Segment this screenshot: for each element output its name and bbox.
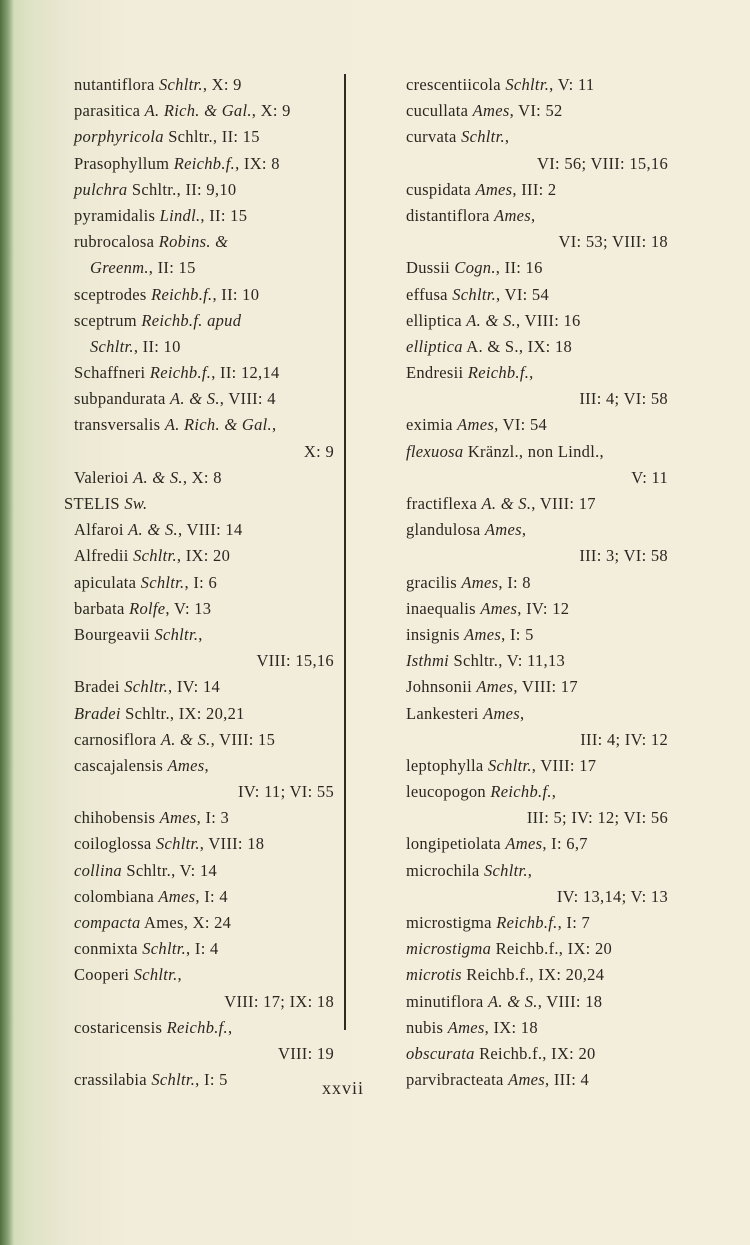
entry-authority: Ames <box>457 415 495 435</box>
entry-authority: Isthmi <box>406 651 450 671</box>
index-entry <box>396 701 668 727</box>
index-entry <box>64 334 334 360</box>
index-entry <box>396 543 668 569</box>
entry-reference: , VIII: 18 <box>537 991 603 1011</box>
entry-name: VI: 53; VIII: 18 <box>558 232 668 252</box>
entry-name: Bradei <box>74 677 125 697</box>
entry-name: Johnsonii <box>406 677 477 697</box>
entry-authority: A. & S. <box>170 389 220 409</box>
entry-reference: , VIII: 16 <box>516 310 581 330</box>
index-entry <box>396 622 668 648</box>
entry-reference: , IX: 20 <box>176 546 231 566</box>
entry-reference: , VIII: 17 <box>531 494 596 513</box>
index-entry <box>64 491 334 517</box>
index-entry <box>396 1067 668 1093</box>
column-divider <box>344 74 346 1030</box>
index-entry <box>396 386 668 412</box>
entry-name: distantiflora <box>406 205 495 225</box>
index-entry <box>396 1041 668 1067</box>
index-entry <box>64 124 334 150</box>
entry-name: Bourgeavii <box>74 624 155 644</box>
entry-authority: A. & S. <box>481 494 532 513</box>
entry-name: III: 4; IV: 12 <box>580 729 668 749</box>
index-entry <box>64 1041 334 1067</box>
index-entry <box>396 360 668 386</box>
index-entry <box>396 753 668 779</box>
entry-reference: , I: 6 <box>184 572 217 592</box>
entry-authority: A. Rich. & Gal. <box>144 101 252 121</box>
entry-authority: porphyricola <box>74 127 164 147</box>
entry-authority: Ames <box>484 520 522 540</box>
entry-reference: , I: 6,7 <box>542 834 588 854</box>
entry-name: inaequalis <box>406 598 481 618</box>
entry-name: transversalis <box>74 415 165 435</box>
entry-authority: Ames <box>472 101 510 121</box>
entry-reference: , II: 15 <box>200 205 248 225</box>
entry-name: nutantiflora <box>74 75 159 94</box>
entry-name: chihobensis <box>74 808 160 828</box>
entry-reference: , VIII: 14 <box>177 520 243 540</box>
entry-reference: , IV: 14 <box>168 677 221 697</box>
index-entry <box>396 439 668 465</box>
entry-name: VIII: 15,16 <box>256 651 334 671</box>
index-entry <box>396 177 668 203</box>
index-entry <box>64 543 334 569</box>
entry-reference: Reichb.f., IX: 20 <box>474 1043 596 1063</box>
index-entry <box>64 727 334 753</box>
entry-reference: , IX: 8 <box>235 153 280 173</box>
index-entry <box>64 596 334 622</box>
entry-reference: , <box>551 782 557 802</box>
entry-name: VIII: 19 <box>277 1043 334 1063</box>
entry-authority: A. & S. <box>466 310 517 330</box>
entry-reference: Kränzl., non Lindl., <box>463 441 604 461</box>
index-entry <box>64 831 334 857</box>
entry-name: sceptrum <box>74 310 142 330</box>
entry-name: glandulosa <box>406 520 485 540</box>
index-entry <box>64 177 334 203</box>
entry-authority: A. Rich. & Gal. <box>164 415 272 435</box>
entry-name: fractiflexa <box>406 494 482 513</box>
entry-authority: microstigma <box>406 939 492 959</box>
entry-reference: , III: 2 <box>512 179 557 199</box>
entry-reference: , <box>204 755 209 775</box>
index-entry <box>64 72 334 98</box>
entry-name: Alfaroi <box>74 520 129 540</box>
index-entry <box>64 570 334 596</box>
index-entry <box>64 779 334 805</box>
entry-authority: Schltr. <box>461 127 505 147</box>
entry-reference: , I: 3 <box>196 808 230 828</box>
entry-reference: , I: 4 <box>195 886 228 906</box>
index-entry <box>396 491 668 517</box>
entry-name: carnosiflora <box>74 729 161 749</box>
index-entry <box>64 308 334 334</box>
entry-name: conmixta <box>74 939 143 959</box>
entry-authority: A. & S. <box>133 467 183 487</box>
index-entry <box>64 962 334 988</box>
entry-authority: Reichb.f. apud <box>141 310 242 330</box>
index-entry <box>64 674 334 700</box>
entry-authority: A. & S. <box>128 520 178 540</box>
entry-reference: , VIII: 18 <box>199 834 265 854</box>
entry-name: Lankesteri <box>406 703 484 723</box>
entry-authority: Reichb.f. <box>496 913 558 932</box>
entry-authority: Schltr. <box>159 75 203 94</box>
entry-name: III: 3; VI: 58 <box>579 546 668 566</box>
entry-authority: compacta <box>74 913 141 932</box>
index-entry <box>396 858 668 884</box>
entry-reference: , II: 10 <box>212 284 260 304</box>
entry-authority: Ames <box>159 808 197 828</box>
entry-authority: Bradei <box>74 703 121 723</box>
entry-reference: Reichb.f., IX: 20,24 <box>461 965 605 985</box>
index-entry <box>396 805 668 831</box>
index-entry <box>396 465 668 491</box>
entry-reference: , VI: 52 <box>509 101 563 121</box>
entry-name: crassilabia <box>74 1070 152 1090</box>
entry-name: barbata <box>74 598 130 618</box>
index-entry <box>64 360 334 386</box>
entry-authority: Schltr. <box>90 336 134 356</box>
index-entry <box>64 753 334 779</box>
entry-authority: Reichb.f. <box>490 782 552 802</box>
index-column-right <box>396 72 668 1093</box>
entry-authority: Lindl. <box>159 205 201 225</box>
entry-reference: Schltr., IX: 20,21 <box>120 703 245 723</box>
entry-authority: Ames <box>167 755 205 775</box>
entry-name: leucopogon <box>406 782 491 802</box>
index-entry <box>64 936 334 962</box>
entry-authority: Schltr. <box>133 546 177 566</box>
entry-authority: A. & S. <box>160 729 211 749</box>
index-entry <box>64 989 334 1015</box>
entry-name: rubrocalosa <box>74 232 159 252</box>
entry-reference: , X: 9 <box>202 75 242 94</box>
entry-reference: , VIII: 4 <box>219 389 276 409</box>
index-entry <box>64 910 334 936</box>
entry-name: longipetiolata <box>406 834 506 854</box>
entry-authority: Schltr. <box>151 1070 196 1090</box>
entry-name: microchila <box>406 860 484 880</box>
index-entry <box>396 1015 668 1041</box>
entry-authority: Schltr. <box>487 755 532 775</box>
entry-authority: Ames <box>447 1017 485 1037</box>
index-column-left <box>64 72 334 1093</box>
entry-name: cucullata <box>406 101 473 121</box>
entry-name: nubis <box>406 1017 448 1037</box>
entry-reference: , I: 8 <box>498 572 531 592</box>
entry-authority: Cogn. <box>454 258 496 278</box>
entry-authority: Schltr. <box>155 834 200 854</box>
entry-name: Dussii <box>406 258 455 278</box>
entry-reference: , I: 5 <box>195 1070 228 1090</box>
entry-name: Alfredii <box>74 546 134 566</box>
entry-reference: , <box>504 127 510 147</box>
index-entry <box>396 308 668 334</box>
entry-name: cascajalensis <box>74 755 168 775</box>
index-entry <box>64 805 334 831</box>
entry-authority: Ames <box>483 703 521 723</box>
entry-name: Valerioi <box>74 467 134 487</box>
index-entry <box>396 334 668 360</box>
entry-authority: Rolfe <box>129 598 166 618</box>
entry-reference: , X: 8 <box>182 467 222 487</box>
index-entry <box>64 412 334 438</box>
index-entry <box>396 910 668 936</box>
entry-name: crescentiicola <box>406 75 506 94</box>
entry-authority: Schltr. <box>133 965 178 985</box>
entry-reference: Schltr., V: 11,13 <box>449 651 566 671</box>
entry-name: Endresii <box>406 363 468 383</box>
index-entry <box>396 779 668 805</box>
entry-reference: , I: 5 <box>501 624 534 644</box>
entry-name: III: 4; VI: 58 <box>579 389 668 409</box>
entry-name: coiloglossa <box>74 834 156 854</box>
index-entry <box>396 229 668 255</box>
entry-name: cuspidata <box>406 179 476 199</box>
entry-reference: , III: 4 <box>545 1070 590 1090</box>
entry-name: elliptica <box>406 310 467 330</box>
index-entry <box>396 596 668 622</box>
entry-name: X: 9 <box>303 441 334 461</box>
index-entry <box>64 1067 334 1093</box>
index-entry <box>396 936 668 962</box>
entry-reference: Ames, X: 24 <box>140 913 232 932</box>
entry-name: V: 11 <box>631 467 668 487</box>
entry-reference: Schltr., II: 15 <box>163 127 260 147</box>
entry-authority: Schltr. <box>124 677 169 697</box>
entry-authority: elliptica <box>406 336 463 356</box>
entry-name: sceptrodes <box>74 284 152 304</box>
entry-reference: , VIII: 17 <box>513 677 578 697</box>
entry-name: III: 5; IV: 12; VI: 56 <box>526 808 668 828</box>
entry-authority: microtis <box>406 965 462 985</box>
entry-authority: Reichb.f. <box>173 153 236 173</box>
index-entry <box>396 570 668 596</box>
entry-reference: , II: 16 <box>495 258 543 278</box>
entry-reference: , I: 7 <box>557 913 591 932</box>
entry-authority: Ames <box>158 886 196 906</box>
entry-authority: Reichb.f. <box>467 363 530 383</box>
index-entry <box>396 648 668 674</box>
entry-name: eximia <box>406 415 458 435</box>
entry-authority: Ames <box>480 598 518 618</box>
entry-reference: , V: 11 <box>549 75 595 94</box>
index-entry <box>64 203 334 229</box>
entry-authority: Schltr. <box>452 284 497 304</box>
entry-reference: , <box>520 703 525 723</box>
entry-name: parvibracteata <box>406 1070 509 1090</box>
index-entry <box>396 962 668 988</box>
entry-authority: collina <box>74 860 122 880</box>
entry-authority: Ames <box>461 572 499 592</box>
entry-reference: , II: 15 <box>148 258 196 278</box>
entry-reference: , X: 9 <box>251 101 291 121</box>
index-entry <box>64 229 334 255</box>
index-entry <box>64 1015 334 1041</box>
entry-name: Schaffneri <box>74 363 150 383</box>
entry-authority: Sw. <box>124 494 148 513</box>
entry-authority: pulchra <box>74 179 128 199</box>
entry-reference: , VI: 54 <box>494 415 548 435</box>
index-entry <box>64 255 334 281</box>
entry-authority: Reichb.f. <box>151 284 213 304</box>
entry-name: gracilis <box>406 572 462 592</box>
entry-reference: , VIII: 17 <box>531 755 597 775</box>
entry-name: Prasophyllum <box>74 153 174 173</box>
entry-authority: Ames <box>494 205 532 225</box>
entry-reference: , <box>521 520 527 540</box>
entry-name: apiculata <box>74 572 141 592</box>
entry-reference: , II: 10 <box>133 336 181 356</box>
entry-authority: Schltr. <box>154 624 199 644</box>
entry-reference: A. & S., IX: 18 <box>462 336 573 356</box>
index-entry <box>64 386 334 412</box>
entry-name: insignis <box>406 624 465 644</box>
index-entry <box>64 439 334 465</box>
entry-reference: Schltr., II: 9,10 <box>127 179 237 199</box>
entry-reference: , VIII: 15 <box>210 729 276 749</box>
entry-name: parasitica <box>74 101 145 121</box>
entry-authority: obscurata <box>406 1043 475 1063</box>
entry-name: STELIS <box>64 494 125 513</box>
index-entry <box>64 98 334 124</box>
entry-reference: Schltr., V: 14 <box>121 860 218 880</box>
index-entry <box>64 858 334 884</box>
entry-authority: A. & S. <box>487 991 538 1011</box>
entry-authority: Ames <box>505 834 543 854</box>
entry-authority: Ames <box>475 179 513 199</box>
entry-name: curvata <box>406 127 462 147</box>
entry-reference: , <box>527 860 533 880</box>
entry-name: colombiana <box>74 886 159 906</box>
index-entry <box>396 674 668 700</box>
index-entry <box>396 98 668 124</box>
entry-name: subpandurata <box>74 389 170 409</box>
entry-name: IV: 11; VI: 55 <box>237 782 334 802</box>
index-entry <box>396 151 668 177</box>
entry-reference: , <box>177 965 182 985</box>
entry-reference: , IV: 12 <box>517 598 570 618</box>
entry-name: IV: 13,14; V: 13 <box>556 886 668 906</box>
entry-authority: Reichb.f. <box>149 363 212 383</box>
index-entry <box>64 648 334 674</box>
entry-authority: Ames <box>476 677 514 697</box>
entry-name: effusa <box>406 284 453 304</box>
index-entry <box>396 884 668 910</box>
entry-authority: Schltr. <box>140 572 185 592</box>
index-entry <box>396 282 668 308</box>
index-entry <box>64 151 334 177</box>
index-entry <box>64 622 334 648</box>
index-entry <box>396 517 668 543</box>
index-entry <box>396 831 668 857</box>
entry-reference: , <box>529 363 534 383</box>
entry-authority: Schltr. <box>142 939 187 959</box>
entry-name: microstigma <box>406 913 497 932</box>
entry-name: costaricensis <box>74 1017 167 1037</box>
page-number: xxvii <box>322 1078 365 1098</box>
entry-reference: , IX: 18 <box>484 1017 538 1037</box>
entry-name: leptophylla <box>406 755 488 775</box>
index-entry <box>396 727 668 753</box>
entry-authority: Ames <box>464 624 502 644</box>
entry-authority: Schltr. <box>483 860 528 880</box>
index-entry <box>396 255 668 281</box>
index-entry <box>64 884 334 910</box>
index-entry <box>64 517 334 543</box>
entry-reference: , VI: 54 <box>496 284 550 304</box>
entry-authority: Schltr. <box>505 75 550 94</box>
index-entry <box>396 72 668 98</box>
entry-authority: Ames <box>508 1070 546 1090</box>
index-entry <box>64 465 334 491</box>
entry-reference: , II: 12,14 <box>211 363 280 383</box>
index-entry <box>64 282 334 308</box>
entry-name: minutiflora <box>406 991 488 1011</box>
entry-reference: , <box>198 624 203 644</box>
entry-reference: , <box>271 415 277 435</box>
index-entry <box>396 989 668 1015</box>
entry-authority: flexuosa <box>406 441 464 461</box>
entry-reference: , <box>228 1017 233 1037</box>
entry-name: VI: 56; VIII: 15,16 <box>537 153 668 173</box>
entry-reference: , I: 4 <box>186 939 219 959</box>
entry-reference: Reichb.f., IX: 20 <box>491 939 613 959</box>
index-entry <box>396 124 668 150</box>
entry-authority: Reichb.f. <box>166 1017 228 1037</box>
entry-name: VIII: 17; IX: 18 <box>224 991 334 1011</box>
entry-name: Cooperi <box>74 965 134 985</box>
entry-authority: Robins. & <box>158 232 229 252</box>
index-entry <box>64 701 334 727</box>
entry-name: pyramidalis <box>74 205 160 225</box>
entry-authority: Greenm. <box>90 258 149 278</box>
entry-reference: , <box>531 205 536 225</box>
entry-reference: , V: 13 <box>165 598 212 618</box>
index-entry <box>396 412 668 438</box>
index-entry <box>396 203 668 229</box>
